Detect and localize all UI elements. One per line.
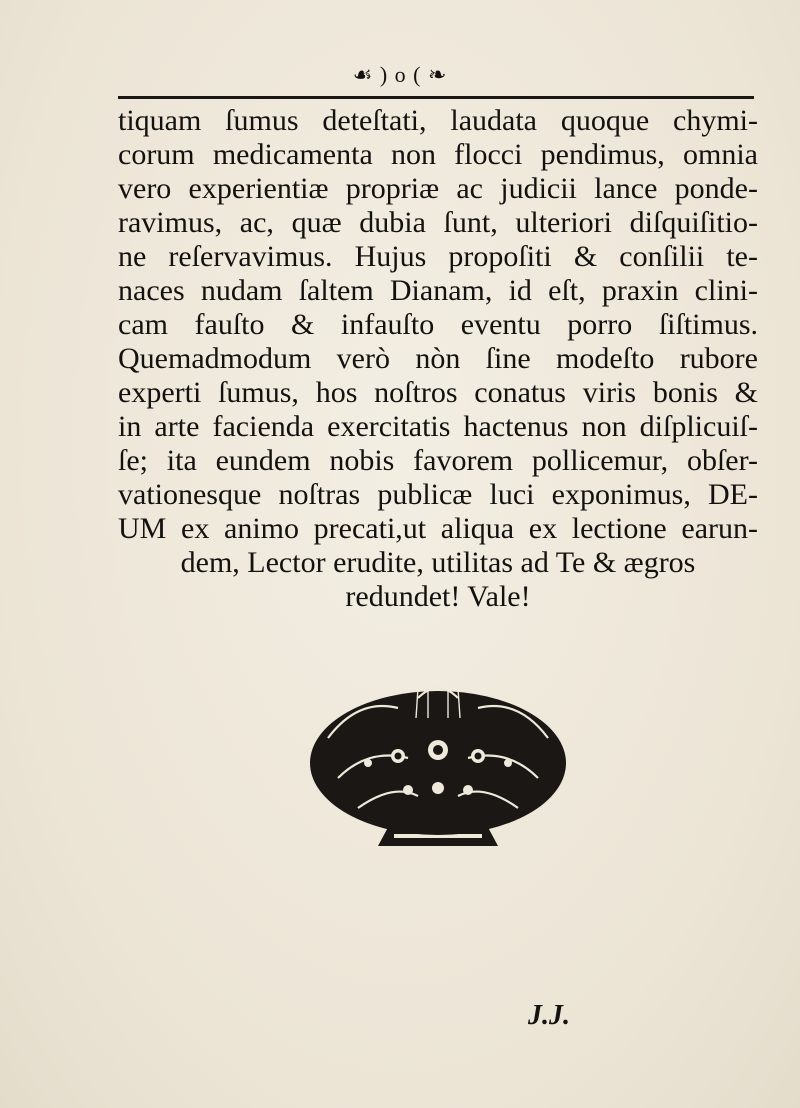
text-line: in arte facienda exercitatis hactenus non diſplicuiſ- (118, 410, 758, 443)
text-line: tiquam ſumus deteſtati, laudata quoque chymi- (118, 104, 758, 137)
text-line: corum medicamenta non flocci pendimus, omnia (118, 138, 758, 171)
header-ornament: ☙ ) o ( ❧ (352, 62, 448, 87)
signature-initials: J.J. (528, 1000, 570, 1031)
body-text (118, 104, 758, 614)
text-line: dem, Lector erudite, utilitas ad Te & ægros (180, 546, 696, 579)
text-line: naces nudam ſaltem Dianam, id eſt, praxin clini- (118, 274, 758, 307)
text-line: ravimus, ac, quæ dubia ſunt, ulteriori diſquiſitio- (118, 206, 758, 239)
text-line: experti ſumus, hos noſtros conatus viris bonis & (118, 376, 758, 409)
text-line: cam fauſto & infauſto eventu porro ſiſtimus. (118, 308, 758, 341)
text-line: Quemadmodum verò nòn ſine modeſto rubore (118, 342, 758, 375)
text-line: redundet! Vale! (345, 580, 531, 613)
header-rule (118, 96, 754, 99)
text-line: vationesque noſtras publicæ luci exponimus, DE- (118, 478, 758, 511)
text-line: ſe; ita eundem nobis favorem pollicemur, obſer- (118, 444, 758, 477)
text-line: vero experientiæ propriæ ac judicii lance ponde- (118, 172, 758, 205)
floral-basket-vignette-icon (298, 668, 578, 852)
text-line: ne reſervavimus. Hujus propoſiti & conſilii te- (118, 240, 758, 273)
text-line: UM ex animo precati,ut aliqua ex lectione earun- (118, 512, 758, 545)
